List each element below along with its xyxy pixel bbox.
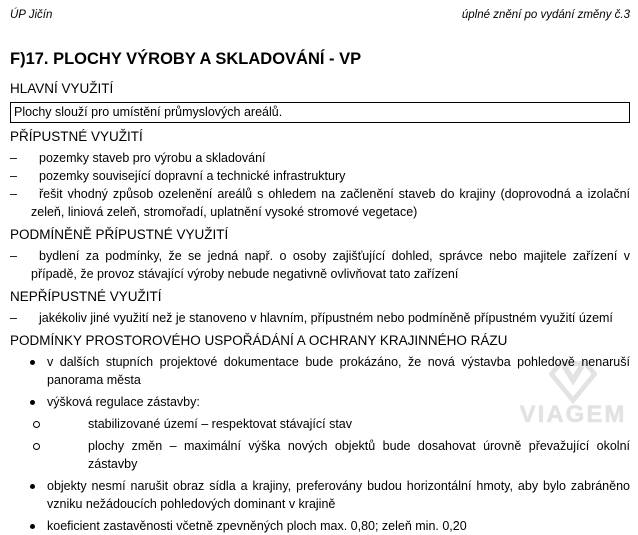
dash-marker-icon: – [10, 311, 17, 325]
list-item [10, 309, 630, 327]
bullet-marker-icon [30, 360, 35, 365]
dash-marker-icon: – [10, 249, 17, 263]
document-header [10, 8, 630, 22]
bullet-marker-icon [30, 484, 35, 489]
list-item-text: koeficient zastavěnosti včetně zpevněných ploch max. 0,80; zeleň min. 0,20 [47, 519, 467, 533]
circle-marker-icon [33, 443, 40, 450]
list-item [10, 353, 630, 389]
circle-marker-icon [33, 421, 40, 428]
watermark-text: VIAGEM [519, 401, 627, 428]
list-item-text: pozemky staveb pro výrobu a skladování [39, 151, 266, 165]
header-right-text: úplné znění po vydání změny č.3 [461, 9, 630, 21]
list-item [10, 477, 630, 513]
list-item-text: objekty nesmí narušit obraz sídla a krajiny, preferovány budou horizontální hmoty, aby bylo zabráněno vzniku nežádoucích pohledových dominant v krajině [47, 479, 630, 511]
list-item [10, 437, 630, 473]
list-item [10, 415, 630, 433]
list-item-text: v dalších stupních projektové dokumentace bude prokázáno, že nová výstavba pohledově nenaruší panorama města [47, 355, 630, 387]
dash-marker-icon: – [10, 151, 17, 165]
list-item [10, 185, 630, 221]
document-body [10, 81, 630, 535]
list-item [10, 393, 630, 411]
section-heading: PODMÍNKY PROSTOROVÉHO USPOŘÁDÁNÍ A OCHRANY KRAJINNÉHO RÁZU [10, 333, 508, 348]
list-item-text: plochy změn – maximální výška nových objektů bude dosahovat úrovně převažující okolní zástavby [88, 439, 630, 471]
list-item-text: jakékoliv jiné využití než je stanoveno v hlavním, přípustném nebo podmíněně přípustném využití území [39, 311, 613, 325]
list-item [10, 517, 630, 535]
list-item [10, 167, 630, 185]
main-use-box: Plochy slouží pro umístění průmyslových areálů. [10, 102, 630, 123]
list-item [10, 149, 630, 167]
list-item-text: řešit vhodný způsob ozelenění areálů s ohledem na začlenění staveb do krajiny (doprovodná a izolační zeleň, liniová zeleň, stromořadí, uplatnění vysoké stromové vegetace) [31, 187, 630, 219]
section-heading: HLAVNÍ VYUŽITÍ [10, 81, 114, 96]
section-heading: NEPŘÍPUSTNÉ VYUŽITÍ [10, 289, 162, 304]
list-item-text: výšková regulace zástavby: [47, 395, 200, 409]
bullet-marker-icon [30, 400, 35, 405]
section-heading: PŘÍPUSTNÉ VYUŽITÍ [10, 129, 143, 144]
list-item-text: stabilizované území – respektovat stávající stav [88, 417, 353, 431]
dash-marker-icon: – [10, 169, 17, 183]
list-item [10, 247, 630, 283]
section-heading: PODMÍNĚNĚ PŘÍPUSTNÉ VYUŽITÍ [10, 227, 229, 242]
page-title: F)17. PLOCHY VÝROBY A SKLADOVÁNÍ - VP [10, 50, 362, 68]
header-left-text: ÚP Jičín [10, 9, 53, 21]
dash-marker-icon: – [10, 187, 17, 201]
list-item-text: pozemky související dopravní a technické infrastruktury [39, 169, 346, 183]
list-item-text: bydlení za podmínky, že se jedná např. o osoby zajišťující dohled, správce nebo majitele zařízení v případě, že provoz stávající výroby nebude negativně ovlivňovat tato zařízení [31, 249, 630, 281]
